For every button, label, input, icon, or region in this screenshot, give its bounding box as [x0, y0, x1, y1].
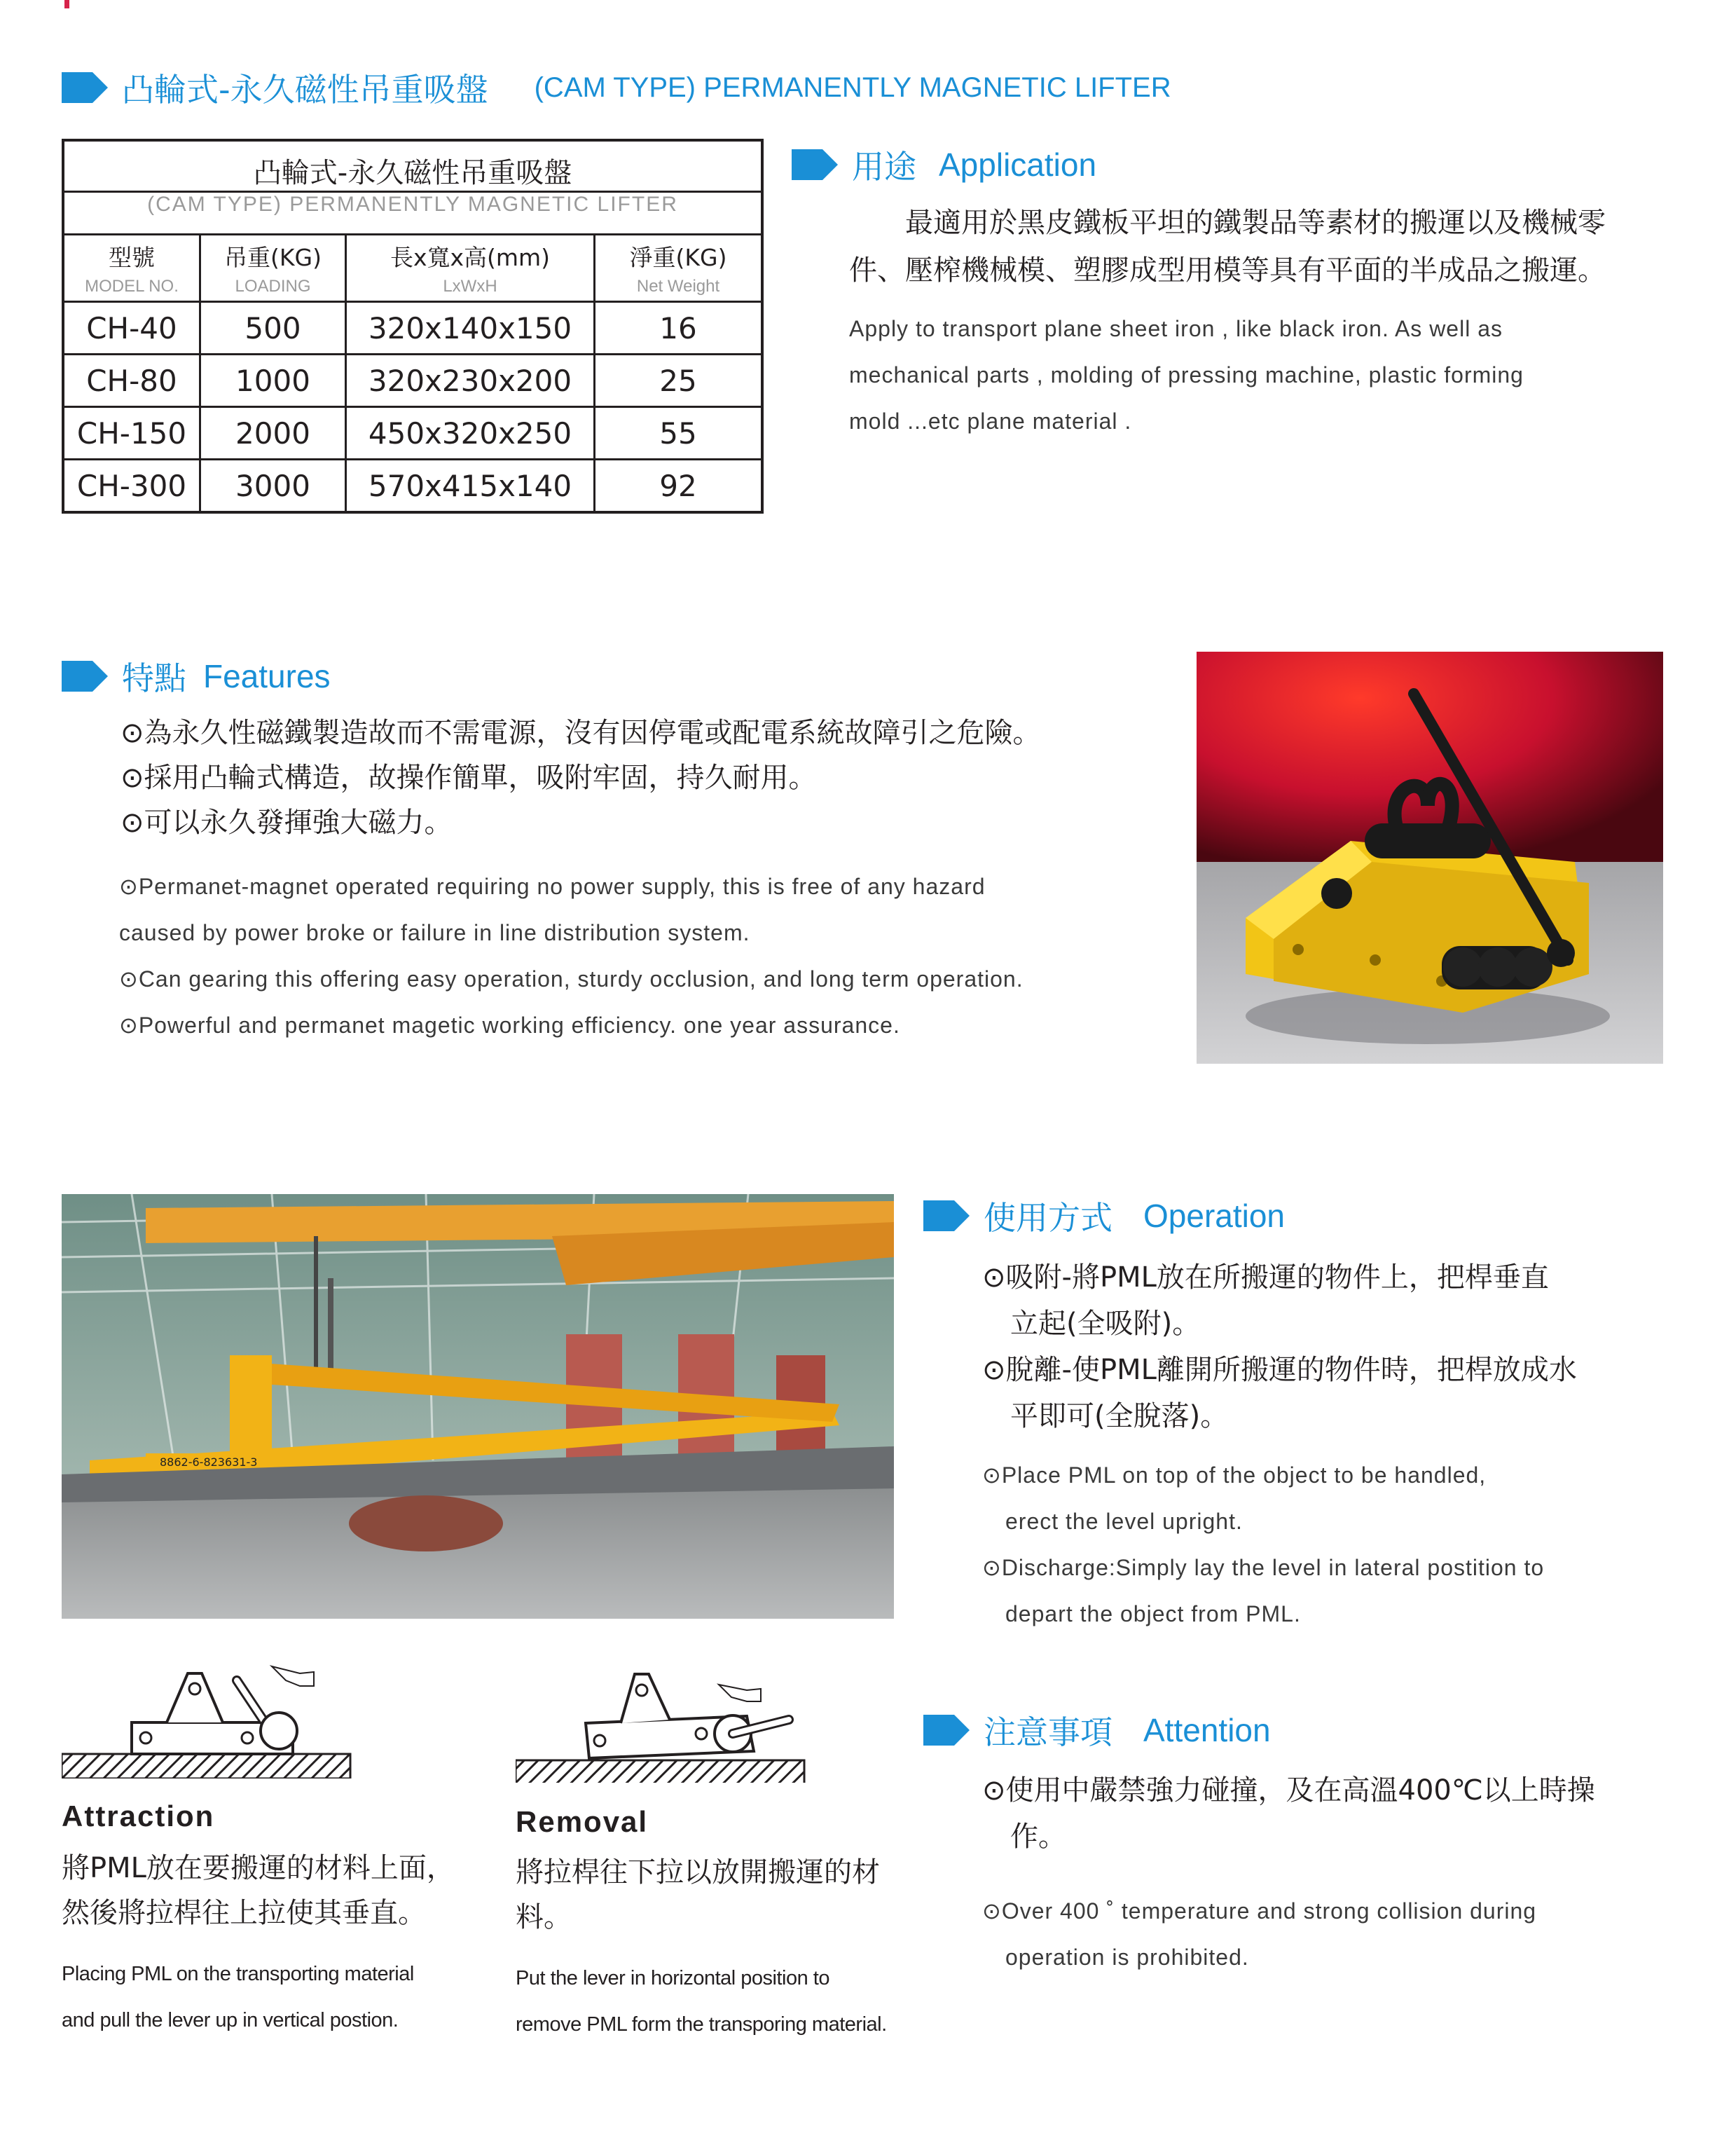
product-photo	[1197, 652, 1663, 1064]
table-title-en: (CAM TYPE) PERMANENTLY MAGNETIC LIFTER	[63, 192, 762, 235]
arrow-tag-icon	[923, 1200, 970, 1231]
table-row: CH-80 1000 320x230x200 25	[63, 355, 762, 407]
application-en: Apply to transport plane sheet iron , like black iron. As well as mechanical parts , molding of pressing machine, plastic forming mold ...etc plane material .	[849, 316, 1524, 434]
removal-title: Removal	[516, 1805, 649, 1838]
header-net-weight: 淨重(KG) Net Weight	[595, 235, 763, 302]
attention-en: ⊙Over 400 ˚ temperature and strong collision during operation is prohibited.	[982, 1898, 1537, 1970]
top-accent-mark	[64, 0, 69, 8]
table-row: CH-150 2000 450x320x250 55	[63, 407, 762, 460]
header-loading: 吊重(KG) LOADING	[200, 235, 346, 302]
table-header-row	[63, 235, 762, 302]
main-title-zh: 凸輪式-永久磁性吊重吸盤	[122, 71, 488, 109]
header-dimensions: 長x寬x高(mm) LxWxH	[346, 235, 595, 302]
features-zh: ⊙為永久性磁鐵製造故而不需電源，沒有因停電或配電系統故障引之危險。 ⊙採用凸輪式構造，故操作簡單，吸附牢固，持久耐用。 ⊙可以永久發揮強大磁力。	[120, 717, 1041, 839]
table-row: CH-40 500 320x140x150 16	[63, 302, 762, 355]
removal-diagram	[516, 1657, 810, 1783]
spec-table	[62, 139, 764, 514]
factory-photo	[62, 1194, 894, 1619]
removal-en: Put the lever in horizontal position to remove PML form the transporing material.	[516, 1967, 887, 2036]
operation-en: ⊙Place PML on top of the object to be handled, erect the level upright. ⊙Discharge:Simply lay the level in lateral postition to depart the object from PML.	[982, 1462, 1545, 1626]
arrow-tag-icon	[62, 661, 108, 692]
application-heading: 用途 Application	[792, 142, 1096, 188]
features-en: ⊙Permanet-magnet operated requiring no power supply, this is free of any hazard caused by power broke or failure in line distribution system. ⊙Can gearing this offering easy operation, sturdy occlusion, and long term operation. ⊙Powerful and permanet magetic working efficiency. one year assurance.	[119, 874, 1024, 1038]
arrow-tag-icon	[923, 1715, 970, 1746]
main-title-en: (CAM TYPE) PERMANENTLY MAGNETIC LIFTER	[534, 71, 1171, 103]
table-row: CH-300 3000 570x415x140 92	[63, 460, 762, 513]
arrow-tag-icon	[792, 149, 838, 180]
application-zh: 最適用於黑皮鐵板平坦的鐵製品等素材的搬運以及機械零 件、壓榨機械模、塑膠成型用模等具有平面的半成品之搬運。	[849, 207, 1606, 287]
attraction-zh: 將PML放在要搬運的材料上面， 然後將拉桿往上拉使其垂直。	[62, 1852, 455, 1929]
operation-zh: ⊙吸附-將PML放在所搬運的物件上，把桿垂直 立起(全吸附)。 ⊙脫離-使PML離開所搬運的物件時，把桿放成水 平即可(全脫落)。	[982, 1261, 1577, 1432]
attraction-en: Placing PML on the transporting material and pull the lever up in vertical postion.	[62, 1963, 414, 2031]
main-title	[62, 64, 1171, 111]
crane-sign: 8862-6-823631-3	[160, 1455, 258, 1469]
header-model: 型號 MODEL NO.	[63, 235, 200, 302]
operation-heading: 使用方式 Operation	[923, 1193, 1285, 1239]
arrow-tag-icon	[62, 72, 108, 103]
attention-heading: 注意事項 Attention	[923, 1707, 1271, 1753]
table-title-zh: 凸輪式-永久磁性吊重吸盤	[63, 140, 762, 192]
attraction-title: Attraction	[62, 1800, 215, 1832]
features-heading: 特點 Features	[62, 653, 331, 699]
removal-zh: 將拉桿往下拉以放開搬運的材 料。	[516, 1856, 880, 1933]
attention-zh: ⊙使用中嚴禁強力碰撞，及在高溫400℃以上時操 作。	[982, 1774, 1595, 1853]
attraction-diagram	[62, 1652, 356, 1779]
